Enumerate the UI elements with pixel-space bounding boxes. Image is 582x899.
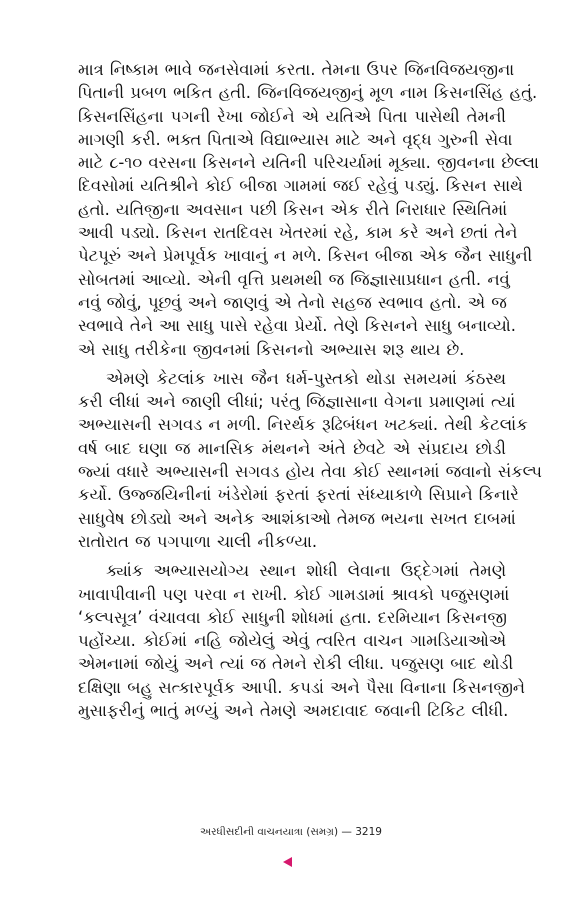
text-line: એ સાધુ તરીકેના જીવનમાં કિસનનો અભ્યાસ શરૂ થાય છે.: [78, 339, 465, 359]
text-line: સાધુવેષ છોડ્યો અને અનેક આશંકાઓ તેમજ ભયના સખત દાબમાં: [78, 508, 516, 528]
text-line: નવું જોવું, પૂછવું અને જાણવું એ તેનો સહજ સ્વભાવ હતો. એ જ: [78, 292, 507, 312]
text-line: રાતોરાત જ પગપાળા ચાલી નીકળ્યા.: [78, 531, 318, 551]
text-line: ક્યાંક અભ્યાસયોગ્ય સ્થાન શોધી લેવાના ઉદ્દેગમાં તેમણે: [106, 561, 506, 581]
text-line: દિવસોમાં યતિશ્રીને કોઈ બીજા ગામમાં જઈ રહેવું પડ્યું. કિસન સાથે: [78, 176, 523, 196]
triangle-left-icon[interactable]: [283, 857, 292, 867]
text-line: પહોંચ્યા. કોઈમાં નહિ જોયેલું એવું ત્વરિત વાચન ગામડિયાઓએ: [78, 631, 506, 651]
text-line: પેટપૂરું અને પ્રેમપૂર્વક ખાવાનું ન મળે. કિસન બીજા એક જૈન સાધુની: [78, 246, 533, 266]
text-line: હતો. યતિજીના અવસાન પછી કિસન એક રીતે નિરાધાર સ્થિતિમાં: [78, 199, 508, 219]
text-line: દક્ષિણા બહુ સત્કારપૂર્વક આપી. કપડાં અને પૈસા વિનાના કિસનજીને: [78, 677, 526, 697]
text-line: એમનામાં જોયું અને ત્યાં જ તેમને રોકી લીધા. પજુસણ બાદ થોડી: [78, 654, 514, 674]
text-line: માત્ર નિષ્કામ ભાવે જનસેવામાં કરતા. તેમના ઉપર જિનવિજયજીના: [78, 60, 515, 79]
text-line: મુસાફરીનું ભાતું મળ્યું અને તેમણે અમદાવાદ જવાની ટિકિટ લીધી.: [78, 701, 509, 721]
text-line: કરી લીધાં અને જાણી લીધાં; પરંતુ જિજ્ઞાસાના વેગના પ્રમાણમાં ત્યાં: [78, 392, 516, 412]
text-line: કિસનસિંહના પગની રેખા જોઈને એ યતિએ પિતા પાસેથી તેમની: [78, 106, 506, 126]
text-line: સોબતમાં આવ્યો. એની વૃત્તિ પ્રથમથી જ જિજ્ઞાસાપ્રધાન હતી. નવું: [78, 269, 510, 289]
text-line: પિતાની પ્રબળ ભકિત હતી. જિનવિજયજીનું મૂળ નામ કિસનસિંહ હતું.: [78, 83, 538, 103]
text-line: ખાવાપીવાની પણ પરવા ન રાખી. કોઈ ગામડામાં શ્રાવકો પજુસણમાં: [78, 584, 510, 604]
paragraph-3: [78, 559, 526, 722]
text-line: એમણે કેટલાંક ખાસ જૈન ધર્મ-પુસ્તકો થોડા સમયમાં કંઠસ્થ: [106, 368, 506, 388]
text-line: અભ્યાસની સગવડ ન મળી. નિરર્થક રૂઢિબંધન ખટક્યાં. તેથી કેટલાંક: [78, 415, 528, 435]
text-line: જ્યાં વધારે અભ્યાસની સગવડ હોય તેવા કોઈ સ્થાનમાં જવાનો સંકલ્પ: [78, 462, 542, 482]
text-line: માગણી કરી. ભક્ત પિતાએ વિદ્યાભ્યાસ માટે અને વૃદ્ધ ગુરુની સેવા: [78, 129, 513, 149]
text-line: આવી પડ્યો. કિસન રાતદિવસ ખેતરમાં રહે, કામ કરે અને છતાં તેને: [78, 223, 518, 243]
text-line: કર્યો. ઉજ્જયિનીનાં ખંડેરોમાં ફરતાં ફરતાં સંધ્યાકાળે સિપ્રાને કિનારે: [78, 485, 519, 505]
page-footer: અરધીસદીની વાચનયાત્રા (સમગ્ર) — 3219: [200, 826, 382, 838]
paragraph-2: [78, 367, 542, 553]
text-line: ‘કલ્પસૂત્ર’ વંચાવવા કોઈ સાધુની શોધમાં હતા. દરમિયાન કિસનજી: [78, 607, 507, 627]
document-body: [78, 58, 542, 722]
text-line: વર્ષ બાદ ઘણા જ માનસિક મંથનને અંતે છેવટે એ સંપ્રદાય છોડી: [78, 438, 506, 458]
text-line: માટે ૮-૧૦ વરસના કિસનને યતિની પરિચર્યામાં મૂક્યા. જીવનના છેલ્લા: [78, 153, 539, 173]
paragraph-1: [78, 58, 539, 361]
text-line: સ્વભાવે તેને આ સાધુ પાસે રહેવા પ્રેર્યો. તેણે કિસનને સાધુ બનાવ્યો.: [78, 316, 516, 336]
